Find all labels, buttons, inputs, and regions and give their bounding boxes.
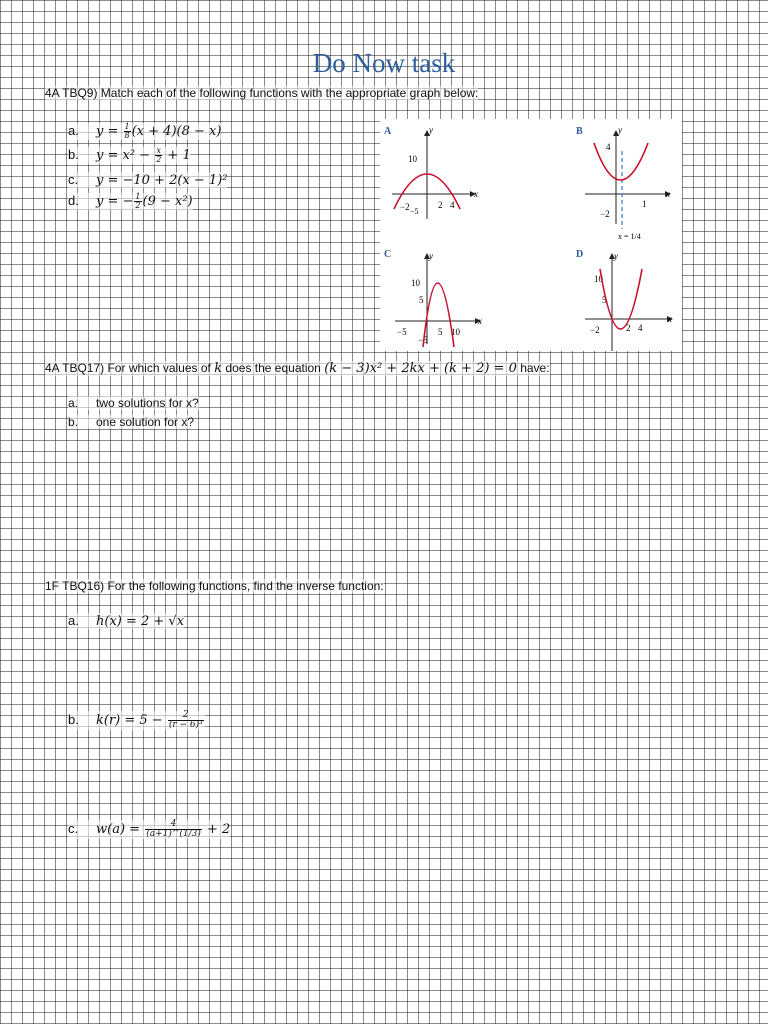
denominator: 8	[124, 131, 130, 140]
panel-label-b: B	[576, 126, 583, 137]
graph-a-y-label: y	[429, 125, 433, 135]
graph-d-y-tick: 10	[594, 274, 603, 284]
graphs-svg	[380, 119, 682, 351]
fraction	[168, 711, 204, 730]
graph-b-x-tick: 1	[642, 199, 647, 209]
graph-c-y-label: y	[429, 251, 433, 261]
expression-part: (x + 4)(8 − x)	[131, 124, 222, 139]
heading-text: 4A TBQ17) For which values of	[45, 361, 215, 375]
graph-a-x-tick: −5	[410, 207, 419, 216]
question-1-heading: 4A TBQ9) Match each of the following functions with the appropriate graph below:	[45, 86, 479, 100]
q3-item-c	[68, 820, 230, 839]
graph-a-x-tick: 2	[438, 200, 443, 210]
expression-part: + 2	[202, 822, 231, 837]
expression-part: k(r) = 5 −	[96, 713, 167, 728]
item-label: c.	[68, 821, 79, 836]
numerator: 1	[124, 122, 130, 131]
q1-item-a	[68, 123, 221, 140]
graph-b-y-tick: 4	[606, 142, 611, 152]
heading-text: have:	[516, 361, 550, 375]
graph-a-x-tick: −2	[400, 202, 410, 212]
q3-item-a	[68, 613, 184, 629]
heading-text: does the equation	[222, 361, 325, 375]
panel-label-c: C	[384, 249, 392, 260]
graph-a-x-tick: 4	[450, 200, 455, 210]
item-label: a.	[68, 396, 79, 410]
item-label: b.	[68, 712, 79, 727]
question-3-heading: 1F TBQ16) For the following functions, find the inverse function:	[45, 579, 384, 593]
q1-item-c	[68, 172, 227, 188]
graph-d-y-label: y	[614, 251, 618, 261]
fraction	[124, 123, 131, 140]
graph-c-y-tick: 10	[411, 278, 420, 288]
fraction	[145, 820, 202, 839]
numerator: 2	[168, 711, 204, 721]
graph-d-curve	[600, 269, 642, 329]
graph-a-x-label: x	[474, 189, 478, 199]
denominator: (a+1)^(1/3)	[146, 829, 201, 839]
q1-item-b	[68, 147, 191, 164]
expression-part: (9 − x²)	[142, 194, 193, 209]
q3-item-b	[68, 711, 205, 730]
graph-c-x-tick: −5	[397, 327, 407, 337]
q2-item-b	[68, 415, 194, 429]
expression-part: y = −10 + 2(x − 1)²	[96, 173, 228, 188]
graph-c-curve	[423, 283, 454, 347]
q1-item-d	[68, 193, 193, 210]
page-title: Do Now task	[312, 48, 456, 78]
denominator: (r − 6)³	[168, 720, 203, 730]
graph-a-y-tick: 10	[408, 154, 417, 164]
graph-c-y-tick: 5	[419, 295, 424, 305]
graph-c-y-tick: −5	[418, 335, 428, 345]
graph-d-x-tick: 2	[626, 323, 631, 333]
graph-c-x-label: x	[478, 316, 482, 326]
graph-d-x-tick: 4	[638, 323, 643, 333]
graph-c-x-tick: 5	[438, 327, 443, 337]
panel-label-d: D	[576, 249, 584, 260]
item-label: a.	[68, 123, 79, 138]
item-label: b.	[68, 147, 79, 162]
denominator: 2	[156, 155, 162, 164]
expression-part: y = x² −	[96, 148, 155, 163]
item-text: two solutions for x?	[96, 396, 199, 410]
q2-item-a	[68, 396, 199, 410]
expression-part: + 1	[163, 148, 191, 163]
graph-b-x-label: x	[666, 189, 670, 199]
graph-c-x-tick: 10	[451, 327, 460, 337]
numerator: 4	[145, 820, 202, 830]
panel-label-a: A	[384, 126, 392, 137]
fraction	[134, 193, 141, 210]
numerator: 1	[135, 192, 141, 201]
graph-d-x-label: x	[668, 314, 672, 324]
item-label: b.	[68, 415, 79, 429]
graph-b-x-tick: −2	[600, 209, 610, 219]
expression-part: w(a) =	[96, 822, 145, 837]
graph-b-y-label: y	[618, 125, 622, 135]
numerator: x	[156, 146, 161, 155]
graph-d-y-tick: 5	[602, 295, 607, 305]
fraction	[155, 147, 162, 164]
graph-b-curve	[594, 143, 648, 180]
question-2-heading	[45, 361, 550, 376]
item-label: a.	[68, 613, 79, 628]
graph-d-x-tick: −2	[590, 325, 600, 335]
graph-b-asymptote-label: x = 1/4	[618, 232, 641, 241]
item-text: one solution for x?	[96, 415, 195, 429]
expression-part: h(x) = 2 + √x	[96, 614, 185, 629]
expression-part: y =	[96, 124, 123, 139]
variable-k: k	[214, 361, 223, 376]
equation: (k − 3)x² + 2kx + (k + 2) = 0	[324, 361, 517, 376]
denominator: 2	[135, 201, 141, 210]
item-label: d.	[68, 193, 79, 208]
graphs-figure	[380, 119, 682, 351]
expression-part: y = −	[96, 194, 134, 209]
item-label: c.	[68, 172, 79, 187]
